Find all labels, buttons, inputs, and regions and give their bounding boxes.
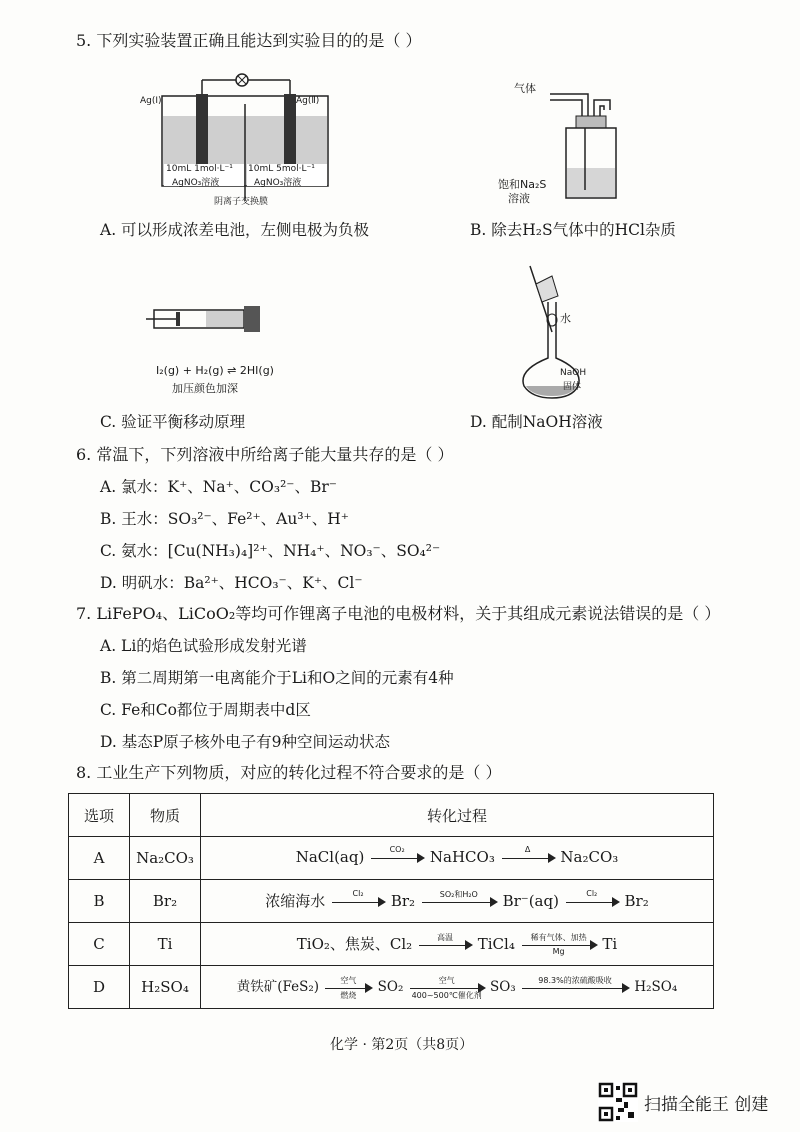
label-membrane: 阴离子交换膜 [214,197,269,207]
row-option: A [69,837,130,880]
row-option: C [69,923,130,966]
q5-option-c: C. 验证平衡移动原理 [100,413,246,431]
conversion-table [68,793,714,1009]
row-substance: H₂SO₄ [130,966,201,1009]
header-substance: 物质 [130,794,201,837]
q7-option-d: D. 基态P原子核外电子有9种空间运动状态 [100,733,391,751]
q6-option-a: A. 氯水：K⁺、Na⁺、CO₃²⁻、Br⁻ [100,478,337,496]
q7-stem: 7. LiFePO₄、LiCoO₂等均可作锂离子电池的电极材料，关于其组成元素说法错误的是（ ） [76,604,721,623]
row-substance: Br₂ [130,880,201,923]
q5-stem: 5. 下列实验装置正确且能达到实验目的的是（ ） [76,31,422,50]
row-option: B [69,880,130,923]
label-naoh-1: NaOH [560,368,587,378]
label-left-sol-2: AgNO₃溶液 [172,178,220,188]
q5-option-b: B. 除去H₂S气体中的HCl杂质 [470,221,676,239]
page-footer: 化学 · 第2页（共8页） [330,1037,474,1053]
qr-code-icon [598,1082,638,1122]
watermark-text: 扫描全能王 创建 [644,1095,769,1115]
q5-option-d: D. 配制NaOH溶液 [470,413,603,431]
figure-syringe [146,302,266,338]
reaction-arrow: 98.3%的浓硫酸吸收 [520,977,630,999]
q7-option-c: C. Fe和Co都位于周期表中d区 [100,701,311,719]
table-row [69,880,714,923]
table-row [69,837,714,880]
reaction-arrow: 稀有气体、加热 Mg [520,934,598,956]
reaction-arrow: Cl₂ [330,891,386,913]
table-header-row [69,794,714,837]
syringe-note: 加压颜色加深 [172,382,238,395]
label-gas: 气体 [514,82,536,95]
row-option: D [69,966,130,1009]
q7-option-b: B. 第二周期第一电离能介于Li和O之间的元素有4种 [100,669,454,687]
label-ag1: Ag(Ⅰ) [140,96,162,106]
q5-option-a: A. 可以形成浓差电池，左侧电极为负极 [100,221,370,239]
header-process: 转化过程 [201,794,714,837]
row-process: TiO₂、焦炭、Cl₂ 高温 TiCl₄ 稀有气体、加热 Mg Ti [201,923,714,966]
label-ag2: Ag(Ⅱ) [296,96,320,106]
reaction-arrow: CO₂ [369,847,425,869]
row-process: 黄铁矿(FeS₂) 空气 燃烧 SO₂ 空气 400~500℃催化剂 SO₃ 98.3%的浓硫酸吸收 H₂SO₄ [201,966,714,1009]
label-water: 水 [560,312,571,325]
reaction-arrow: 高温 [417,934,473,956]
row-substance: Ti [130,923,201,966]
label-left-sol-1: 10mL 1mol·L⁻¹ [166,164,233,174]
syringe-equation: I₂(g) + H₂(g) ⇌ 2HI(g) [156,364,274,377]
row-substance: Na₂CO₃ [130,837,201,880]
q7-option-a: A. Li的焰色试验形成发射光谱 [100,637,307,655]
reaction-arrow: Cl₂ [564,891,620,913]
q6-option-c: C. 氨水：[Cu(NH₃)₄]²⁺、NH₄⁺、NO₃⁻、SO₄²⁻ [100,542,441,560]
label-right-sol-2: AgNO₃溶液 [254,178,302,188]
reaction-arrow: 空气 燃烧 [323,977,373,999]
table-row [69,966,714,1009]
q6-stem: 6. 常温下，下列溶液中所给离子能大量共存的是（ ） [76,445,454,464]
header-option: 选项 [69,794,130,837]
label-na2s-1: 饱和Na₂S [498,178,547,191]
label-right-sol-1: 10mL 5mol·L⁻¹ [248,164,315,174]
q6-option-b: B. 王水：SO₃²⁻、Fe²⁺、Au³⁺、H⁺ [100,510,349,528]
reaction-arrow: Δ [500,847,556,869]
label-naoh-2: 固体 [563,382,582,392]
row-process: NaCl(aq) CO₂ NaHCO₃ Δ Na₂CO₃ [201,837,714,880]
label-na2s-2: 溶液 [508,192,530,205]
reaction-arrow: SO₂和H₂O [420,891,498,913]
q8-stem: 8. 工业生产下列物质，对应的转化过程不符合要求的是（ ） [76,763,502,782]
q6-option-d: D. 明矾水：Ba²⁺、HCO₃⁻、K⁺、Cl⁻ [100,574,363,592]
row-process: 浓缩海水 Cl₂ Br₂ SO₂和H₂O Br⁻(aq) Cl₂ Br₂ [201,880,714,923]
reaction-arrow: 空气 400~500℃催化剂 [408,977,486,999]
figure-gas-washing-bottle [540,86,630,206]
table-row [69,923,714,966]
